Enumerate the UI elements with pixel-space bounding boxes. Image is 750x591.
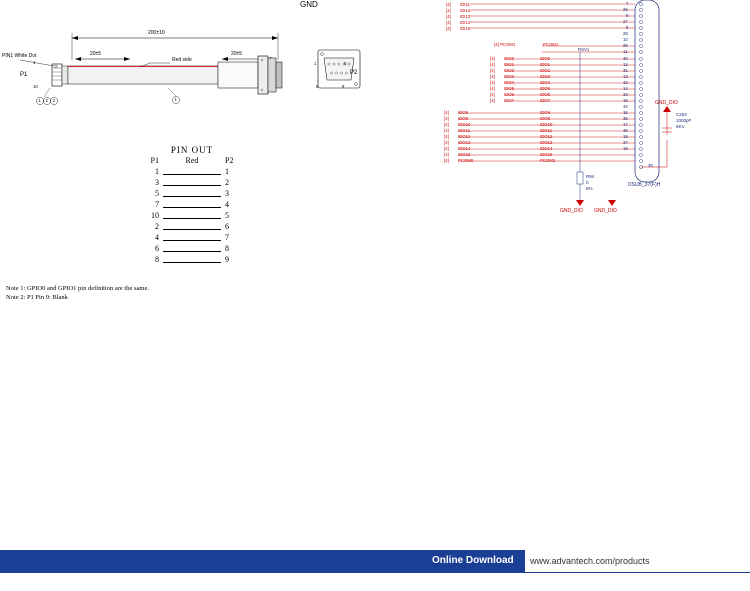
- net-name: PCOM0: [458, 158, 474, 163]
- net-name: IDO12: [540, 134, 553, 139]
- net-name: IDO15: [540, 152, 553, 157]
- pin-number: 27: [623, 19, 628, 24]
- net-name: IDO3: [540, 74, 551, 79]
- gnd-dio-label-1: GND_DIO: [560, 208, 583, 214]
- net-name: IDO0: [540, 56, 551, 61]
- table-row: [132, 243, 252, 254]
- pin-number: 7: [626, 1, 629, 6]
- net-name: PCOM2: [540, 158, 556, 163]
- net-name: IDO4: [504, 80, 515, 85]
- pin-number: 28: [623, 31, 628, 36]
- resistor-ref: R94: [586, 174, 595, 179]
- net-name: IDI15: [460, 26, 471, 31]
- gnd-top-label: $\overline{GND}$: [300, 0, 318, 9]
- pin-number: 33: [623, 92, 628, 97]
- net-src: [4]: [444, 140, 449, 145]
- pinout-header-p2: P2: [225, 156, 234, 165]
- net-name: IDO3: [504, 74, 515, 79]
- footer-online-download-label: Online Download: [432, 555, 514, 566]
- pin-number: 18: [623, 134, 628, 139]
- red-side-label: Red side: [172, 57, 192, 63]
- table-row: [132, 199, 252, 210]
- p2-pin-bottom-6: 6: [316, 84, 319, 89]
- pin-number: 12: [623, 62, 628, 67]
- pinout-title: PIN OUT: [170, 145, 214, 155]
- net-name: IDI14: [460, 20, 471, 25]
- schematic-wires: [430, 0, 750, 240]
- row-p1: 3: [155, 178, 159, 187]
- pin-number: 11: [623, 49, 628, 54]
- pin-number: 35: [623, 116, 628, 121]
- pin-number: 36: [623, 128, 628, 133]
- pinout-header-red: Red: [185, 156, 199, 165]
- net-name: IDO10: [458, 122, 471, 127]
- net-name: IDO8: [458, 110, 469, 115]
- net-src: [4]: [446, 26, 451, 31]
- row-p1: 2: [155, 222, 159, 231]
- resistor-value: 0: [586, 180, 589, 185]
- pin-number: 32: [623, 80, 628, 85]
- callout-1: 1: [38, 98, 41, 103]
- pin-number: 10: [623, 37, 628, 42]
- row-lead: [161, 166, 223, 177]
- net-name: IDO9: [458, 116, 469, 121]
- net-name: IDO8: [540, 110, 551, 115]
- pin1-white-dot-label: PIN1 White Dot: [2, 53, 37, 59]
- pin-number: 17: [623, 122, 628, 127]
- net-name: IDO13: [540, 140, 553, 145]
- pinout-header-p1: P1: [150, 156, 159, 165]
- row-p2: 1: [225, 167, 229, 176]
- net-src: [4]: [490, 98, 495, 103]
- net-name: IDO1: [504, 62, 515, 67]
- net-name: IDO5: [504, 86, 515, 91]
- dimension-left: 20±5: [90, 51, 102, 57]
- capacitor-value: 1000pF: [676, 118, 692, 123]
- net-src: [4]: [446, 14, 451, 19]
- pinout-header-row: [132, 155, 252, 166]
- net-name: IDO4: [540, 80, 551, 85]
- pcom1-net: PCOM1: [543, 42, 559, 47]
- net-src: [4]: [446, 8, 451, 13]
- net-src: [4]: [490, 86, 495, 91]
- table-row: [132, 166, 252, 177]
- notes-block: [6, 284, 149, 302]
- row-lead: [161, 199, 223, 210]
- footer-divider: [0, 572, 750, 573]
- connector-designator: DSUB_37(F)H: [628, 182, 661, 188]
- row-p2: 2: [225, 178, 229, 187]
- row-lead: [161, 232, 223, 243]
- net-name: IDO6: [540, 92, 551, 97]
- row-p2: 9: [225, 255, 229, 264]
- net-name: IDO10: [540, 122, 553, 127]
- row-p2: 4: [225, 200, 229, 209]
- pcom1-source: [4] PCOM1: [494, 42, 516, 47]
- pin-number: 31: [623, 68, 628, 73]
- row-p1: 10: [151, 211, 159, 220]
- net-name: IDO11: [540, 128, 553, 133]
- net-name: IDO12: [458, 134, 471, 139]
- net-name: IDO9: [540, 116, 551, 121]
- net-name: IDO0: [504, 56, 515, 61]
- net-src: [4]: [444, 152, 449, 157]
- net-name: IDO1: [540, 62, 551, 67]
- p2-pin-top-5: 5: [344, 61, 347, 66]
- dimension-total: 200±10: [148, 30, 165, 36]
- net-name: IDO6: [504, 92, 515, 97]
- capacitor-rating: 5KV: [676, 124, 685, 129]
- p1-pin-top-1: 1: [33, 60, 36, 65]
- gnd-dio-top-label: GND_DIO: [655, 100, 678, 106]
- net-src: [4]: [490, 62, 495, 67]
- capacitor-ref: C204: [676, 112, 687, 117]
- resistor-tolerance: 5%: [586, 186, 593, 191]
- row-p1: 5: [155, 189, 159, 198]
- net-src: [4]: [444, 146, 449, 151]
- gnd-symbol-icon: [663, 106, 671, 112]
- gnd-symbol-icon: [608, 200, 616, 206]
- net-name: IDO7: [540, 98, 551, 103]
- pin-number: 14: [623, 86, 628, 91]
- note-1: Note 1: GPIO0 and GPIO1 pin definition are the same.: [6, 285, 149, 292]
- net-src: [4]: [444, 128, 449, 133]
- pin-number: 15: [623, 98, 628, 103]
- p2-label: P2: [350, 70, 358, 76]
- row-p1: 1: [155, 167, 159, 176]
- net-name: IDO2: [540, 68, 551, 73]
- table-row: [132, 221, 252, 232]
- pin-number: 13: [623, 74, 628, 79]
- table-row: [132, 232, 252, 243]
- dimension-right: 20±5: [231, 51, 243, 57]
- table-row: [132, 177, 252, 188]
- net-src: [4]: [444, 134, 449, 139]
- pin-number: 8: [626, 13, 629, 18]
- net-src: [4]: [444, 116, 449, 121]
- pinout-table-block: [132, 145, 252, 265]
- net-name: IDO15: [458, 152, 471, 157]
- net-name: IDO7: [504, 98, 515, 103]
- net-name: IDI13: [460, 14, 471, 19]
- callout-2: 2: [45, 98, 48, 103]
- net-name: IDO13: [458, 140, 471, 145]
- rsv1-label: RSV1: [578, 47, 590, 52]
- pin-number: 26: [623, 7, 628, 12]
- callout-3: 3: [52, 98, 55, 103]
- row-lead: [161, 177, 223, 188]
- net-name: IDO14: [540, 146, 553, 151]
- footer-url-link[interactable]: www.advantech.com/products: [530, 556, 650, 566]
- row-lead: [161, 210, 223, 221]
- row-lead: [161, 243, 223, 254]
- net-src: [4]: [446, 2, 451, 7]
- row-p2: 5: [225, 211, 229, 220]
- p2-pin-bottom-9: 9: [342, 84, 345, 89]
- pin-number: 29: [623, 43, 628, 48]
- row-p1: 7: [155, 200, 159, 209]
- net-name: IDI12: [460, 8, 471, 13]
- row-p1: 6: [155, 244, 159, 253]
- gnd-symbol-icon: [576, 200, 584, 206]
- net-name: IDO11: [458, 128, 471, 133]
- net-src: [4]: [490, 68, 495, 73]
- row-lead: [161, 188, 223, 199]
- pin-number-39: 39: [648, 163, 653, 168]
- net-src: [4]: [490, 92, 495, 97]
- p1-label: P1: [20, 72, 28, 78]
- net-src: [4]: [490, 74, 495, 79]
- callout-ref: 1: [174, 97, 177, 102]
- row-p2: 3: [225, 189, 229, 198]
- table-row: [132, 188, 252, 199]
- net-src: [4]: [444, 158, 449, 163]
- pin-number: 9: [626, 25, 629, 30]
- row-p2: 8: [225, 244, 229, 253]
- net-src: [4]: [490, 56, 495, 61]
- pin-number: 30: [623, 56, 628, 61]
- net-name: IDO2: [504, 68, 515, 73]
- net-src: [4]: [490, 80, 495, 85]
- gnd-dio-label-2: GND_DIO: [594, 208, 617, 214]
- row-p1: 8: [155, 255, 159, 264]
- p2-pin-top-1: 1: [314, 61, 317, 66]
- row-lead: [161, 221, 223, 232]
- pinout-table: [132, 155, 252, 265]
- net-src: [4]: [444, 122, 449, 127]
- net-name: IDI11: [460, 2, 470, 7]
- note-2: Note 2: P1 Pin 9: Blank: [6, 294, 68, 301]
- pin-number: 34: [623, 104, 628, 109]
- row-lead: [161, 254, 223, 265]
- pin-number: 19: [623, 146, 628, 151]
- row-p1: 4: [155, 233, 159, 242]
- table-row: [132, 254, 252, 265]
- row-p2: 6: [225, 222, 229, 231]
- net-src: [4]: [446, 20, 451, 25]
- p1-pin-bottom-10: 10: [33, 84, 38, 89]
- net-name: IDO14: [458, 146, 471, 151]
- pin-number: 37: [623, 140, 628, 145]
- row-p2: 7: [225, 233, 229, 242]
- net-src: [4]: [444, 110, 449, 115]
- table-row: [132, 210, 252, 221]
- pin-number: 16: [623, 110, 628, 115]
- net-name: IDO5: [540, 86, 551, 91]
